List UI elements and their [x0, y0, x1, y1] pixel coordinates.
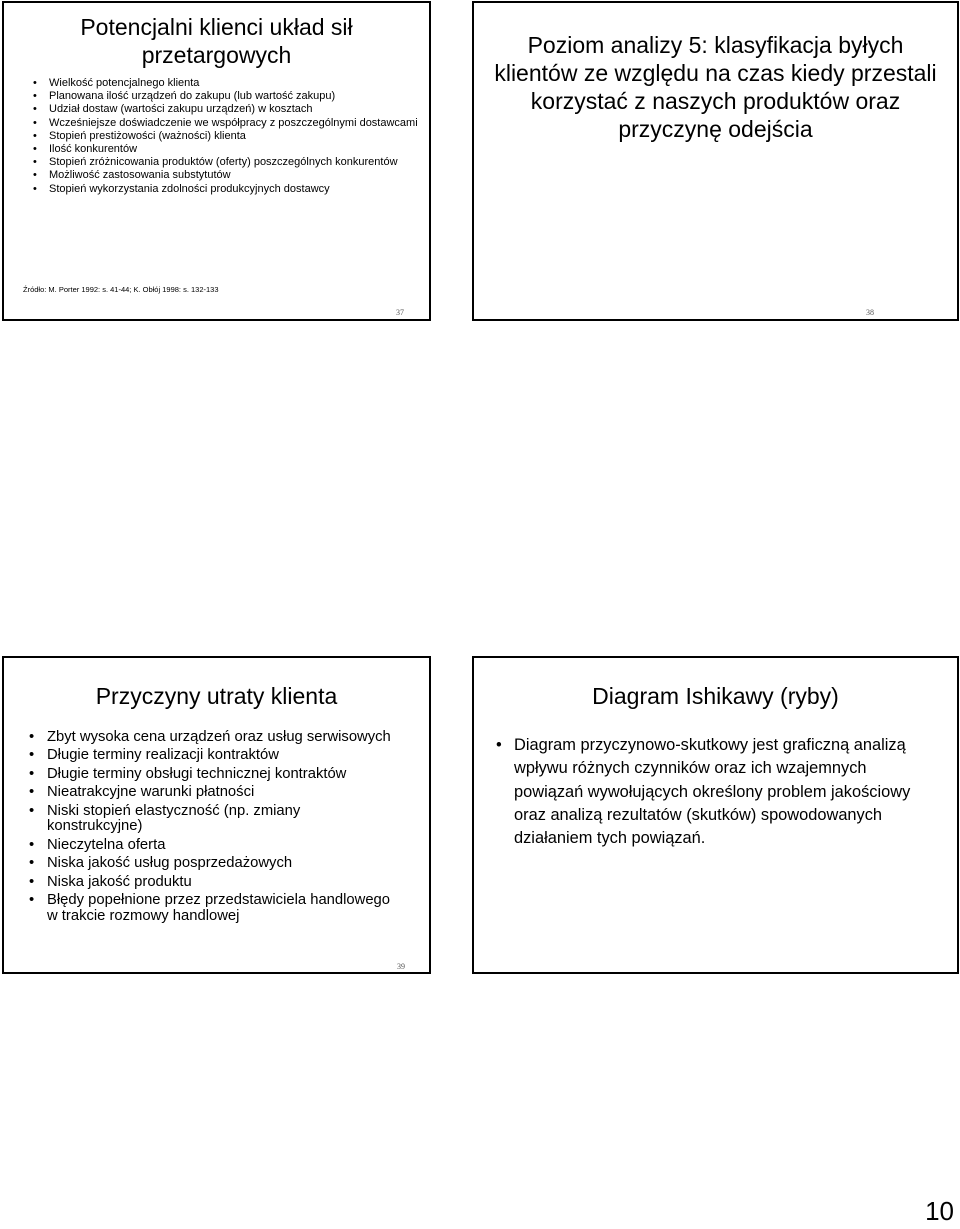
- bullet-list: [49, 77, 419, 196]
- bullet-item: • Planowana ilość urządzeń do zakupu (lub wartość zakupu): [49, 90, 419, 103]
- bullet-list: [514, 734, 914, 850]
- bullet-list: [47, 730, 392, 927]
- slide-37: [2, 1, 431, 321]
- bullet-item: • Stopień wykorzystania zdolności produkcyjnych dostawcy: [49, 183, 419, 196]
- bullet-item: • Nieczytelna oferta: [47, 838, 392, 854]
- bullet-item: • Ilość konkurentów: [49, 143, 419, 156]
- bullet-item: • Niska jakość usług posprzedażowych: [47, 856, 392, 872]
- page-number: 10: [925, 1196, 954, 1226]
- slide-38: [472, 1, 959, 321]
- bullet-item: • Nieatrakcyjne warunki płatności: [47, 785, 392, 801]
- bullet-item: • Niski stopień elastyczność (np. zmiany konstrukcyjne): [47, 804, 392, 836]
- slide-title: Potencjalni klienci układ sił przetargowych: [80, 14, 353, 68]
- bullet-item: • Stopień prestiżowości (ważności) klienta: [49, 130, 419, 143]
- bullet-item: • Wielkość potencjalnego klienta: [49, 77, 419, 90]
- bullet-item: • Niska jakość produktu: [47, 875, 392, 891]
- slide-number: 38: [866, 308, 874, 317]
- slide-title: Diagram Ishikawy (ryby): [592, 683, 839, 709]
- bullet-item: • Możliwość zastosowania substytutów: [49, 169, 419, 182]
- bullet-item: • Diagram przyczynowo-skutkowy jest graficzną analizą wpływu różnych czynników oraz ich wzajemnych powiązań wywołujących określony problem jakościowy oraz analizą rezultatów (skutków) spowodowanych działaniem tych powiązań.: [514, 734, 914, 850]
- bullet-item: • Wcześniejsze doświadczenie we współpracy z poszczególnymi dostawcami: [49, 117, 419, 130]
- bullet-item: • Błędy popełnione przez przedstawiciela handlowego w trakcie rozmowy handlowej: [47, 893, 392, 925]
- slide-title: Przyczyny utraty klienta: [95, 683, 338, 709]
- slide-number: 37: [396, 308, 404, 317]
- slide-39: [2, 656, 431, 974]
- source-citation: Źródło: M. Porter 1992: s. 41-44; K. Obłój 1998: s. 132-133: [23, 285, 219, 294]
- slide-40: [472, 656, 959, 974]
- slide-number: 39: [397, 962, 405, 971]
- bullet-item: • Udział dostaw (wartości zakupu urządzeń) w kosztach: [49, 103, 419, 116]
- bullet-item: • Zbyt wysoka cena urządzeń oraz usług serwisowych: [47, 730, 392, 746]
- bullet-item: • Długie terminy obsługi technicznej kontraktów: [47, 767, 392, 783]
- slide-title: Poziom analizy 5: klasyfikacja byłych klientów ze względu na czas kiedy przestali korzystać z naszych produktów oraz przyczynę odejścia: [494, 32, 937, 142]
- bullet-item: • Stopień zróżnicowania produktów (oferty) poszczególnych konkurentów: [49, 156, 419, 169]
- bullet-item: • Długie terminy realizacji kontraktów: [47, 748, 392, 764]
